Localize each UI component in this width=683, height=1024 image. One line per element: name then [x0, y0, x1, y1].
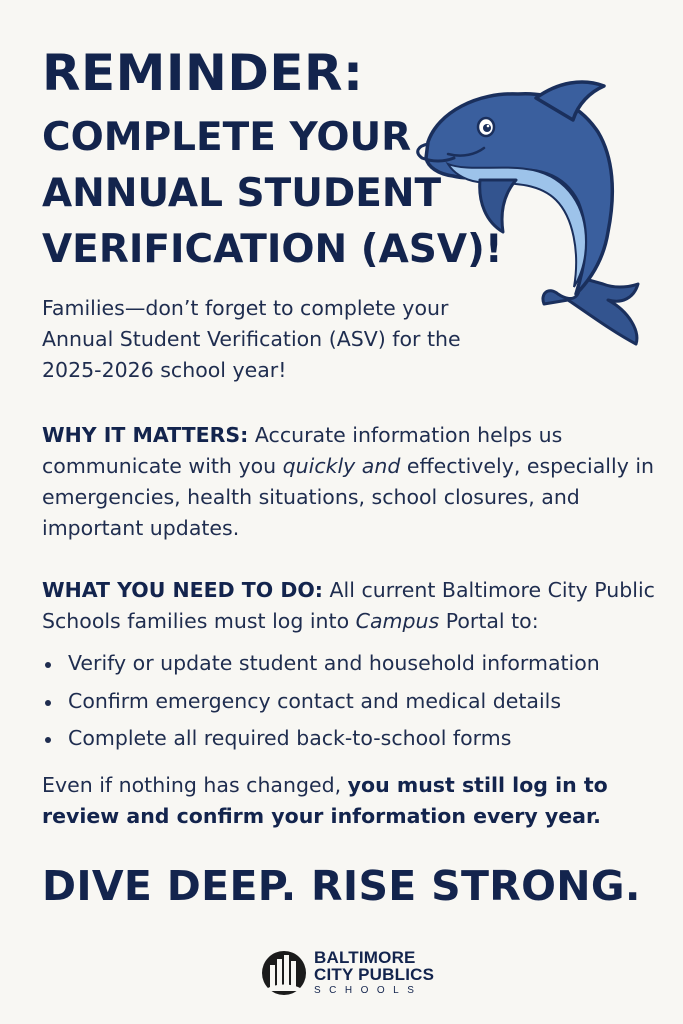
why-text-2: effectively, especially in emergencies, health situations, school closures, and important updates. — [42, 454, 655, 540]
closing-bold-text: you must still log in to review and confirm your information every year. — [42, 773, 608, 828]
headline-line-3: ANNUAL STUDENT — [42, 171, 442, 216]
why-italic: quickly and — [282, 454, 401, 478]
headline-reminder: REMINDER: — [42, 44, 364, 102]
task-bullet-list — [42, 645, 600, 758]
logo-line-2: CITY PUBLICS — [314, 965, 435, 984]
intro-line-2: Annual Student Verification (ASV) for the — [42, 327, 461, 351]
logo-line-3: SCHOOLS — [314, 985, 423, 996]
logo-wordmark — [314, 949, 434, 997]
what-italic: Campus — [355, 609, 440, 633]
why-it-matters-paragraph — [42, 420, 662, 544]
what-text-1: All current Baltimore City Public Schools families must log into — [42, 578, 655, 633]
what-you-need-paragraph — [42, 575, 662, 637]
district-logo — [260, 943, 434, 1003]
closing-text: Even if nothing has changed, — [42, 773, 348, 797]
list-item: Complete all required back-to-school forms — [42, 720, 600, 758]
intro-line-1: Families—don’t forget to complete your — [42, 296, 449, 320]
closing-paragraph — [42, 770, 662, 832]
logo-line-1: BALTIMORE — [314, 948, 416, 967]
intro-line-3: 2025-2026 school year! — [42, 358, 287, 382]
why-text-1: Accurate information helps us communicate with you — [42, 423, 563, 478]
list-item: Confirm emergency contact and medical details — [42, 683, 600, 721]
headline-line-2: COMPLETE YOUR — [42, 115, 412, 160]
what-label: WHAT YOU NEED TO DO: — [42, 578, 323, 602]
headline-line-4: VERIFICATION (ASV)! — [42, 227, 503, 272]
why-label: WHY IT MATTERS: — [42, 423, 249, 447]
slogan: DIVE DEEP. RISE STRONG. — [42, 862, 641, 910]
list-item: Verify or update student and household information — [42, 645, 600, 683]
what-text-2: Portal to: — [439, 609, 539, 633]
city-skyline-seal-icon — [260, 945, 308, 1001]
intro-paragraph — [42, 293, 522, 386]
